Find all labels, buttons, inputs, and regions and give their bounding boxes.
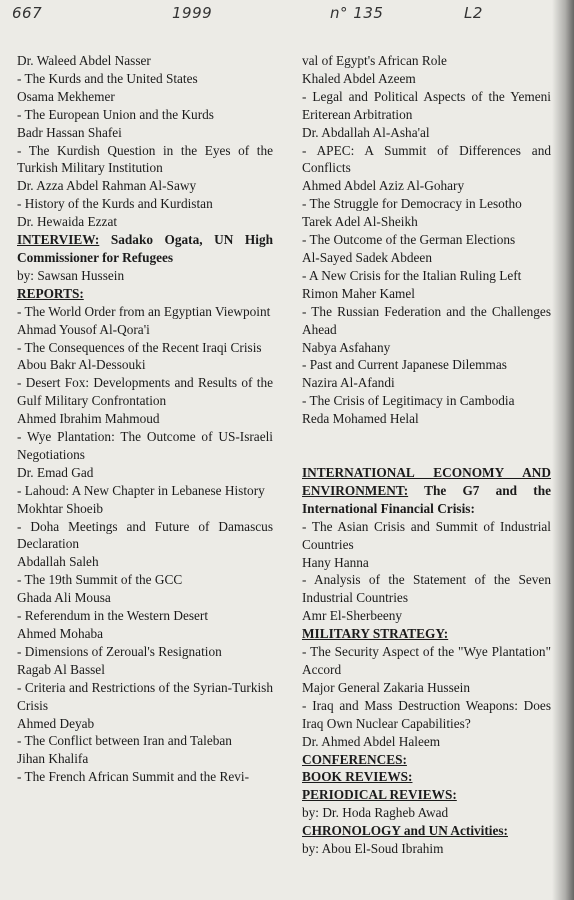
page-edge-shadow [552,0,574,900]
author-line: Dr. Ahmed Abdel Haleem [302,733,441,749]
author-line: Reda Mohamed Helal [302,411,419,427]
article-title: - The Russian Federation and the Challenges Ahead [302,303,551,337]
section-heading [302,768,551,786]
section-heading-label: BOOK REVIEWS: [302,769,413,785]
handwritten-year: 1999 [172,4,213,22]
author-line: Hany Hanna [302,554,369,570]
article-title: - The Kurdish Question in the Eyes of the Turkish Military Institution [17,142,273,176]
article-title: - Past and Current Japanese Dilemmas [302,357,507,373]
section-heading [302,751,551,769]
author-line: Dr. Emad Gad [17,464,94,480]
article-title: - The Consequences of the Recent Iraqi Crisis [17,339,262,355]
article-title: - The Kurds and the United States [17,70,198,86]
article-title: - Referendum in the Western Desert [17,608,209,624]
handwritten-issue: n° 135 [330,4,384,22]
section-heading-label: CHRONOLOGY and UN Activities: [302,823,508,839]
author-line: Nabya Asfahany [302,339,391,355]
author-line: Ahmed Mohaba [17,626,104,641]
author-line: Ragab Al Bassel [17,661,105,677]
author-line: Ahmed Abdel Aziz Al-Gohary [302,178,465,194]
section-heading [302,464,551,518]
author-line: Amr El-Sherbeeny [302,608,403,624]
author-line: Rimon Maher Kamel [302,285,415,301]
author-line: Dr. Azza Abdel Rahman Al-Sawy [17,178,197,194]
section-heading-label: INTERVIEW: [17,232,100,248]
section-heading-subtitle: Sadako Ogata, UN High Commissioner for Refugees [17,232,273,265]
author-line: Dr. Abdallah Al-Asha'al [302,124,430,140]
section-heading-subtitle: The G7 and the International Financial Crisis: [302,482,551,516]
article-title: - The Conflict between Iran and Taleban [17,733,232,749]
author-line: Khaled Abdel Azeem [302,70,416,86]
article-title: - Criteria and Restrictions of the Syrian-Turkish Crisis [17,679,273,713]
author-line: Dr. Hewaida Ezzat [17,214,118,230]
author-line: Mokhtar Shoeib [17,500,104,516]
article-title: - Desert Fox: Developments and Results of the Gulf Military Confrontation [17,375,273,409]
author-line: Ahmad Yousof Al-Qora'i [17,321,150,337]
author-line: by: Sawsan Hussein [17,267,125,283]
article-title: - The French African Summit and the Revi- [17,769,250,785]
author-line: Tarek Adel Al-Sheikh [302,214,418,230]
contents-left-column [17,52,273,786]
article-title: - History of the Kurds and Kurdistan [17,196,213,212]
section-heading [17,231,273,267]
article-title: - The Asian Crisis and Summit of Industrial Countries [302,518,551,552]
author-line: Dr. Waleed Abdel Nasser [17,53,151,68]
author-line: Osama Mekhemer [17,88,115,104]
section-heading [302,786,551,804]
article-title: - The World Order from an Egyptian Viewpoint [17,303,271,319]
section-heading-label: PERIODICAL REVIEWS: [302,787,457,803]
author-line: Jihan Khalifa [17,751,89,767]
article-title: - APEC: A Summit of Differences and Conflicts [302,142,551,176]
article-title: - The Crisis of Legitimacy in Cambodia [302,393,515,409]
article-title: - Iraq and Mass Destruction Weapons: Does Iraq Own Nuclear Capabilities? [302,697,551,731]
section-heading-label: INTERNATIONAL ECONOMY AND ENVIRONMENT: [302,465,551,498]
article-title: - Wye Plantation: The Outcome of US-Israeli Negotiations [17,429,273,462]
article-title: - Legal and Political Aspects of the Yemeni Eriterean Arbitration [302,88,551,122]
article-title: - The 19th Summit of the GCC [17,572,183,588]
author-line: Abou Bakr Al-Dessouki [17,357,146,373]
author-line: by: Dr. Hoda Ragheb Awad [302,805,449,821]
section-heading-label: CONFERENCES: [302,751,407,767]
article-title: - Lahoud: A New Chapter in Lebanese History [17,482,265,498]
article-title: - Dimensions of Zeroual's Resignation [17,643,222,659]
author-line: Badr Hassan Shafei [17,124,122,140]
spacer [302,428,551,446]
section-heading [17,285,273,303]
author-line: Nazira Al-Afandi [302,375,395,391]
spacer [302,446,551,464]
article-title: - Doha Meetings and Future of Damascus Declaration [17,518,273,552]
section-heading [302,625,551,643]
article-title: - The Security Aspect of the "Wye Plantation" Accord [302,644,551,677]
handwritten-number: 667 [12,4,43,22]
section-heading [302,822,551,840]
handwritten-code: L2 [464,4,483,22]
author-line: Major General Zakaria Hussein [302,679,470,695]
article-title: - The Outcome of the German Elections [302,232,516,248]
author-line: val of Egypt's African Role [302,53,447,68]
article-title: - Analysis of the Statement of the Seven Industrial Countries [302,572,551,606]
section-heading-label: MILITARY STRATEGY: [302,626,449,642]
author-line: Abdallah Saleh [17,554,99,570]
section-heading-label: REPORTS: [17,285,84,301]
author-line: Ahmed Deyab [17,715,95,731]
article-title: - A New Crisis for the Italian Ruling Left [302,267,522,283]
author-line: Ghada Ali Mousa [17,590,111,606]
article-title: - The Struggle for Democracy in Lesotho [302,196,522,212]
author-line: Ahmed Ibrahim Mahmoud [17,411,160,427]
author-line: by: Abou El-Soud Ibrahim [302,841,444,857]
contents-right-column [302,52,551,858]
author-line: Al-Sayed Sadek Abdeen [302,249,432,265]
article-title: - The European Union and the Kurds [17,106,214,122]
